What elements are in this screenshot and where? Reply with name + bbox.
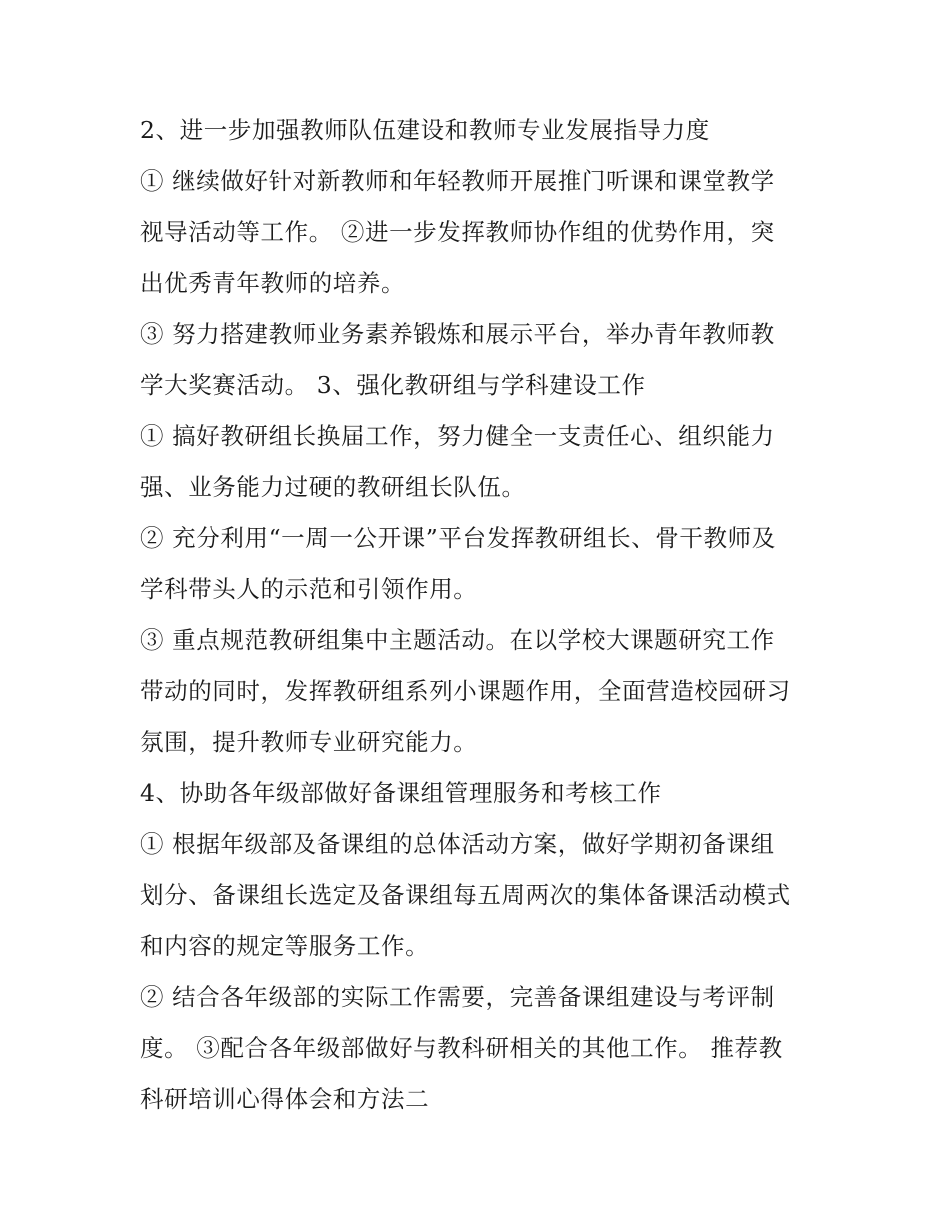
text-line: 4、协助各年级部做好备课组管理服务和考核工作	[140, 779, 662, 807]
text-line: 学科带头人的示范和引领作用。	[140, 575, 478, 603]
text-line: ② 结合各年级部的实际工作需要，完善备课组建设与考评制	[140, 983, 775, 1011]
text-line: 科研培训心得体会和方法二	[140, 1085, 430, 1113]
text-line: 划分、备课组长选定及备课组每五周两次的集体备课活动模式	[140, 881, 791, 909]
text-line: ① 继续做好针对新教师和年轻教师开展推门听课和课堂教学	[140, 167, 775, 195]
text-line: 视导活动等工作。 ②进一步发挥教师协作组的优势作用，突	[140, 218, 775, 246]
text-line: 2、进一步加强教师队伍建设和教师专业发展指导力度	[140, 116, 710, 144]
text-line: 强、业务能力过硬的教研组长队伍。	[140, 473, 526, 501]
text-line: 学大奖赛活动。 3、强化教研组与学科建设工作	[140, 371, 646, 399]
text-line: 氛围，提升教师专业研究能力。	[140, 728, 478, 756]
text-line: 带动的同时，发挥教研组系列小课题作用，全面营造校园研习	[140, 677, 791, 705]
text-line: ① 搞好教研组长换届工作，努力健全一支责任心、组织能力	[140, 422, 775, 450]
text-line: ③ 努力搭建教师业务素养锻炼和展示平台，举办青年教师教	[140, 320, 775, 348]
text-line: 度。 ③配合各年级部做好与教科研相关的其他工作。 推荐教	[140, 1034, 783, 1062]
text-line: ② 充分利用“一周一公开课”平台发挥教研组长、骨干教师及	[140, 524, 776, 552]
text-line: 出优秀青年教师的培养。	[140, 269, 406, 297]
text-line: ① 根据年级部及备课组的总体活动方案，做好学期初备课组	[140, 830, 775, 858]
document-body	[140, 112, 830, 1132]
text-line: 和内容的规定等服务工作。	[140, 932, 430, 960]
text-line: ③ 重点规范教研组集中主题活动。在以学校大课题研究工作	[140, 626, 775, 654]
